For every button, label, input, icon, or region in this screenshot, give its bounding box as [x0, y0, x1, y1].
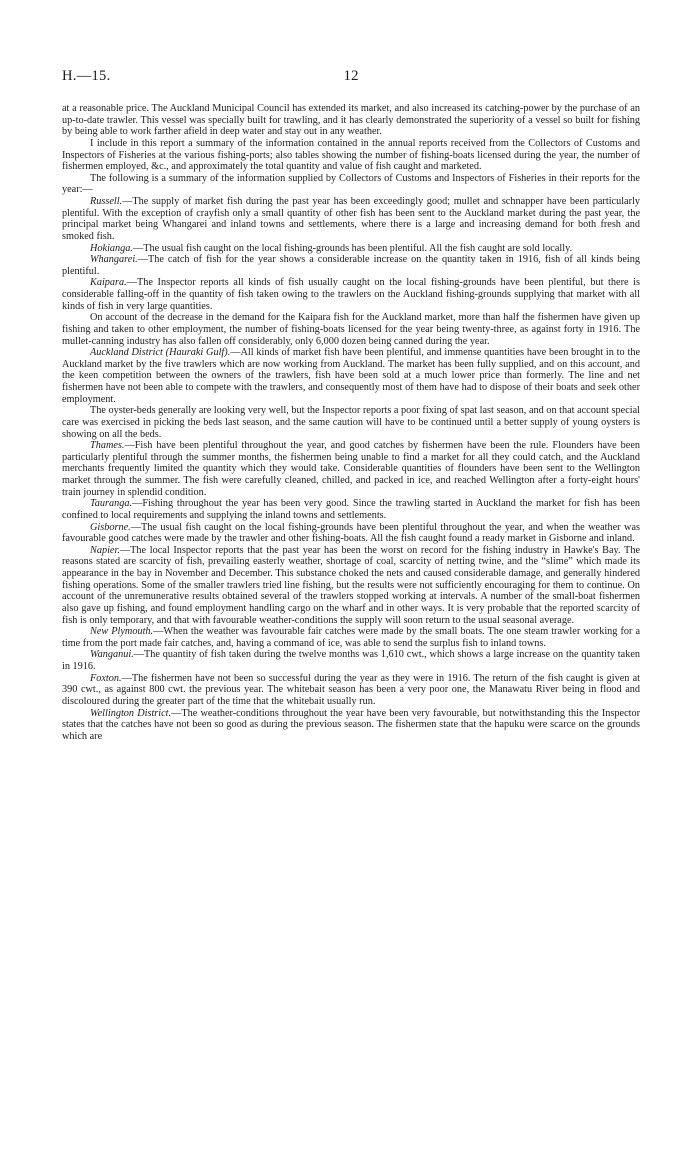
paragraph: at a reasonable price. The Auckland Municipal Council has extended its market, and also increased its catching-power by the purchase of an up-to-date trawler. This vessel was specially built for trawling, and it has clearly demonstrated the superiority of a vessel so built for fishing by being able to work farther afield in deep water and stay out in any weather. [62, 103, 640, 138]
page-number: 12 [343, 68, 359, 84]
district-paragraph: Wellington District.—The weather-conditions throughout the year have been very favourable, but notwithstanding this the Inspector states that the catches have not been so good as during the previous season. The fishermen state that the hapuku were scarce on the grounds which are [62, 707, 640, 742]
district-paragraph: Hokianga.—The usual fish caught on the local fishing-grounds has been plentiful. All the fish caught are sold locally. [90, 242, 573, 254]
district-name: Gisborne. [90, 521, 131, 533]
district-name: Tauranga. [90, 498, 133, 510]
district-name: Napier. [90, 544, 120, 556]
district-paragraph: Foxton.—The fishermen have not been so successful during the year as they were in 1916. The return of the fish caught is given at 390 cwt., as against 800 cwt. the previous year. The whitebait season has been a very poor one, the Manawatu River being in flood and discoloured during the greater part of the time that the whitebait usually run. [62, 672, 640, 707]
district-paragraph: Wanganui.—The quantity of fish taken during the twelve months was 1,610 cwt., which shows a large increase on the quantity taken in 1916. [62, 649, 640, 672]
paragraph: I include in this report a summary of the information contained in the annual reports received from the Collectors of Customs and Inspectors of Fisheries at the various fishing-ports; also tables showing the number of fishing-boats licensed during the year, the number of fishermen employed, &c., and approximately the total quantity and value of fish caught and marketed. [62, 137, 640, 173]
district-name: Hokianga. [90, 242, 133, 254]
document-reference: H.—15. [62, 68, 111, 84]
district-paragraph: Kaipara.—The Inspector reports all kinds of fish usually caught on the local fishing-grounds have been plentiful, but there is considerable falling-off in the quantity of fish taken owing to the trawlers on the Auckland fishing-grounds supplying that market with all kinds of fish in very large quantities. [62, 277, 640, 312]
district-paragraph: Russell.—The supply of market fish during the past year has been exceedingly good; mullet and schnapper have been particularly plentiful. With the exception of crayfish only a small quantity of other fish has been sent to the Auckland market during the past year, the principal market being Whangarei and inland towns and settlements, where there is a large and increasing demand for both fresh and smoked fish. [62, 196, 640, 242]
district-paragraph: Auckland District (Hauraki Gulf).—All kinds of market fish have been plentiful, and immense quantities have been brought in to the Auckland market by the five trawlers which are now working from Auckland. The market has been fully supplied, and on this account, and the keen competition between the owners of the trawlers, fish have been sold at a much lower price than formerly. The line and net fishermen have not been able to compete with the trawlers, and consequently most of them have had to dispose of their boats and seek other employment. [62, 347, 640, 405]
district-name: Thames. [90, 440, 125, 452]
paragraph: The oyster-beds generally are looking very well, but the Inspector reports a poor fixing of spat last season, and on that account special care was exercised in picking the beds last season, and the same caution will have to be continued until a better supply of young oysters is showing on all the beds. [62, 405, 640, 440]
page-header [62, 68, 640, 90]
district-paragraph: Thames.—Fish have been plentiful throughout the year, and good catches by fishermen have been the rule. Flounders have been particularly plentiful through the summer months, the fishermen being unable to find a market for all they could catch, and the Auckland merchants frequently limited the quantity which they would take. Considerable quantities of flounders have been sent to the Wellington market through the summer. The fish were carefully cleaned, chilled, and packed in ice, and reached Wellington after a forty-eight hours' train journey in splendid condition. [62, 440, 640, 498]
district-paragraph: Napier.—The local Inspector reports that the past year has been the worst on record for the fishing industry in Hawke's Bay. The reasons stated are scarcity of fish, prevailing easterly weather, shortage of coal, scarcity of netting twine, and the “slime” which made its appearance in the bay in November and December. This substance choked the nets and caused considerable damage, and generally hindered fishing operations. Some of the smaller trawlers tried line fishing, but the results were not sufficiently encouraging for them to continue. On account of the unremunerative results obtained several of the trawlers stopped working at intervals. A number of the small-boat fishermen also gave up fishing, and found employment handling cargo on the wharf and in other ways. It is very probable that the reported scarcity of fish is only temporary, and that with favourable weather-conditions the supply will soon return to the usual seasonal average. [62, 544, 640, 626]
district-name: Wellington District. [90, 707, 172, 719]
district-paragraph: New Plymouth.—When the weather was favourable fair catches were made by the small boats. The one steam trawler working for a time from the port made fair catches, and, having a command of ice, was able to send the surplus fish to inland towns. [62, 626, 640, 649]
district-name: New Plymouth. [90, 626, 154, 638]
district-paragraph: Tauranga.—Fishing throughout the year has been very good. Since the trawling started in Auckland the market for fish has been confined to local requirements and supplying the inland towns and settlements. [62, 498, 640, 521]
district-name: Russell. [90, 196, 123, 207]
district-paragraph: Whangarei.—The catch of fish for the year shows a considerable increase on the quantity taken in 1916, fish of all kinds being plentiful. [62, 254, 640, 277]
district-name: Whangarei. [90, 254, 138, 266]
district-name: Foxton. [90, 672, 122, 684]
district-paragraph: Gisborne.—The usual fish caught on the local fishing-grounds have been plentiful throughout the year, and when the weather was favourable good catches were made by the trawler and other fishing-boats. All the fish caught found a ready market in Gisborne and inland. [62, 521, 640, 545]
paragraph: On account of the decrease in the demand for the Kaipara fish for the Auckland market, more than half the fishermen have given up fishing and taken to other employment, the number of fishing-boats licensed for the year being twenty-three, as against forty in 1916. The mullet-canning industry has also fallen off considerably, only 6,000 dozen being canned during the year. [62, 312, 640, 347]
district-name: Wanganui. [90, 649, 134, 661]
district-name: Kaipara. [90, 277, 127, 289]
paragraph: The following is a summary of the information supplied by Collectors of Customs and Inspectors of Fisheries in their reports for the year:— [62, 172, 640, 196]
report-body [62, 103, 640, 742]
district-name: Auckland District (Hauraki Gulf). [90, 347, 231, 359]
